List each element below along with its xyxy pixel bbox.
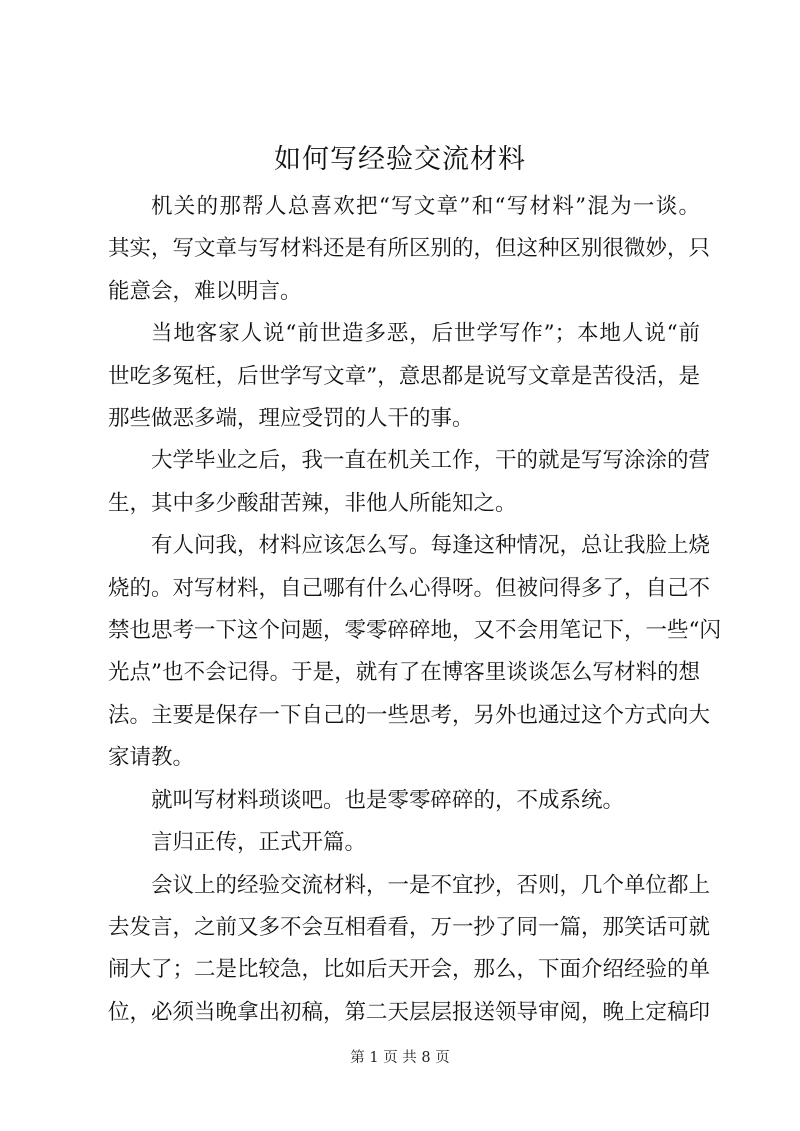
paragraph-line: 会议上的经验交流材料，一是不宜抄，否则，几个单位都上 <box>151 872 711 898</box>
paragraph-line: 其实，写文章与写材料还是有所区别的，但这种区别很微妙，只 <box>108 236 711 262</box>
document-title: 如何写经验交流材料 <box>274 144 526 175</box>
paragraph-line: 大学毕业之后，我一直在机关工作，干的就是写写涂涂的营 <box>151 448 711 474</box>
paragraph-line: 家请教。 <box>108 745 195 771</box>
paragraph <box>108 440 711 525</box>
paragraph <box>108 780 700 822</box>
paragraph-line: 机关的那帮人总喜欢把“写文章”和“写材料”混为一谈。 <box>151 194 700 219</box>
paragraph-line: 烧的。对写材料，自己哪有什么心得呀。但被问得多了，自己不 <box>108 575 711 601</box>
paragraph-line: 当地客家人说“前世造多恶，后世学写作”；本地人说“前 <box>151 321 700 347</box>
paragraph-line: 去发言，之前又多不会互相看看，万一抄了同一篇，那笑话可就 <box>108 914 711 940</box>
paragraph <box>108 865 711 1035</box>
paragraph-line: 那些做恶多端，理应受罚的人干的事。 <box>108 406 474 432</box>
paragraph-line: 闹大了；二是比较急，比如后天开会，那么，下面介绍经验的单 <box>108 957 711 983</box>
paragraph-line: 世吃多冤枉，后世学写文章”，意思都是说写文章是苦役活，是 <box>108 363 700 389</box>
paragraph-line: 就叫写材料琐谈吧。也是零零碎碎的，不成系统。 <box>151 787 625 813</box>
paragraph <box>108 313 700 440</box>
paragraph <box>108 186 711 313</box>
paragraph-line: 言归正传，正式开篇。 <box>151 830 367 856</box>
paragraph-line: 法。主要是保存一下自己的一些思考，另外也通过这个方式向大 <box>108 702 711 728</box>
paragraph <box>108 525 721 779</box>
paragraph-line: 位，必须当晚拿出初稿，第二天层层报送领导审阅，晚上定稿印 <box>108 999 711 1025</box>
paragraph-line: 生，其中多少酸甜苦辣，非他人所能知之。 <box>108 490 517 516</box>
paragraph-line: 光点”也不会记得。于是，就有了在博客里谈谈怎么写材料的想 <box>108 660 700 686</box>
paragraph-line: 有人问我，材料应该怎么写。每逢这种情况，总让我脸上烧 <box>151 533 711 559</box>
page-footer: 第 1 页 共 8 页 <box>350 1050 450 1066</box>
paragraph <box>108 822 700 864</box>
document-body <box>108 186 721 1034</box>
paragraph-line: 禁也思考一下这个问题，零零碎碎地，又不会用笔记下，一些“闪 <box>108 618 721 644</box>
paragraph-line: 能意会，难以明言。 <box>108 278 302 304</box>
